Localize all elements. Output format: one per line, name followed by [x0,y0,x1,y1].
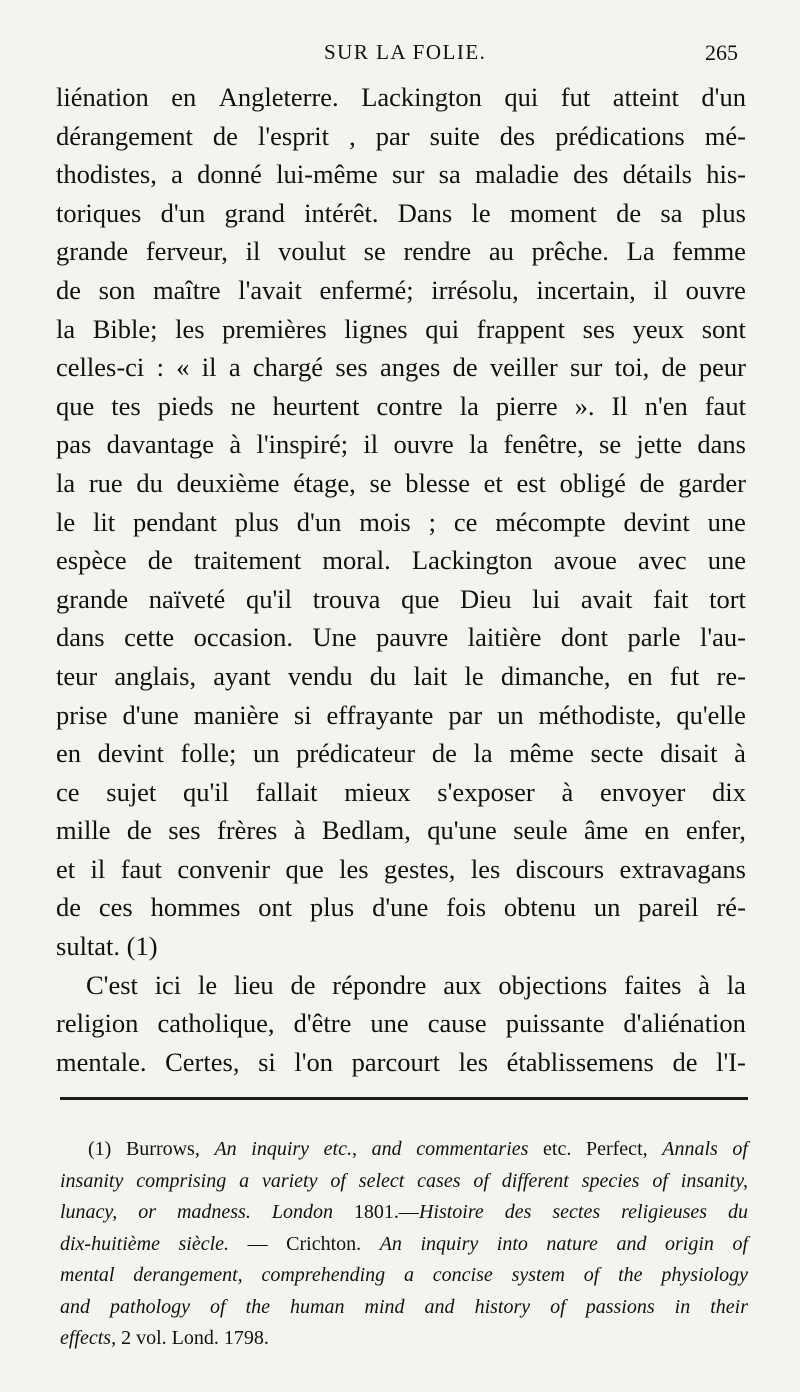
body-line: toriques d'un grand intérêt. Dans le moment de sa plus [56,197,746,228]
body-line: espèce de traitement moral. Lackington avoue avec une [56,545,746,576]
footnote-text-run: lunacy, or madness. London [60,1201,333,1223]
body-line: C'est ici le lieu de répondre aux objections faites à la [86,969,746,1000]
page-header [56,40,744,74]
footnote-line [60,1229,748,1261]
page-number: 265 [705,40,738,65]
body-line: et il faut convenir que les gestes, les discours extravagans [56,853,746,884]
body-line: liénation en Angleterre. Lackington qui fut atteint d'un [56,82,746,112]
body-line: celles-ci : « il a chargé ses anges de veiller sur toi, de peur [56,352,746,383]
footnote-text-run: 2 vol. Lond. 1798. [116,1327,269,1349]
body-line: teur anglais, ayant vendu du lait le dimanche, en fut re- [56,660,746,691]
body-line: prise d'une manière si effrayante par un méthodiste, qu'elle [56,699,746,730]
footnote-text-run: 1801.— [332,1201,419,1223]
body-line: thodistes, a donné lui-même sur sa maladie des détails his- [56,159,746,190]
body-line: grande naïveté qu'il trouva que Dieu lui avait fait tort [56,583,746,614]
body-line: mentale. Certes, si l'on parcourt les établissemens de l'I- [56,1046,746,1077]
body-line: ce sujet qu'il fallait mieux s'exposer à envoyer dix [56,776,746,807]
body-line: grande ferveur, il voulut se rendre au prêche. La femme [56,236,746,267]
footnote-text-run: and pathology of the human mind and history of passions in their [60,1295,748,1318]
body-line: en devint folle; un prédicateur de la même secte disait à [56,738,746,769]
footnote-text-run: Annals of [662,1138,748,1160]
footnote-line [60,1323,748,1355]
footnote-text-run: insanity comprising a variety of select cases of different species of insanity, [60,1169,748,1192]
body-line: la Bible; les premières lignes qui frappent ses yeux sont [56,313,746,344]
body-line: que tes pieds ne heurtent contre la pierre ». Il n'en faut [56,390,746,421]
footnote-line [60,1166,748,1198]
footnote-text-run: dix-huitième siècle. [60,1232,230,1255]
footnote-separator-rule [60,1097,748,1100]
body-line: la rue du deuxième étage, se blesse et est obligé de garder [56,467,746,498]
body-line: de son maître l'avait enfermé; irrésolu, incertain, il ouvre [56,274,746,305]
footnote-text-run: Histoire des sectes religieuses du [418,1201,749,1223]
body-line: de ces hommes ont plus d'une fois obtenu un pareil ré- [56,892,746,923]
footnote-line [60,1260,748,1292]
body-line: sultat. (1) [56,931,158,962]
footnote-text-run: mental derangement, comprehending a concise system of the physiology [60,1264,748,1286]
footnote-line [60,1134,748,1166]
body-line: le lit pendant plus d'un mois ; ce mécompte devint une [56,506,746,537]
body-line: religion catholique, d'être une cause puissante d'aliénation [56,1008,746,1039]
footnote-line [60,1292,748,1324]
body-line: dérangement de l'esprit , par suite des prédications mé- [56,120,746,151]
body-line: mille de ses frères à Bedlam, qu'une seule âme en enfer, [56,815,746,846]
body-line: dans cette occasion. Une pauvre laitière dont parle l'au- [56,622,746,653]
body-line: pas davantage à l'inspiré; il ouvre la fenêtre, se jette dans [56,429,746,460]
footnote-text-run: (1) Burrows, [88,1138,215,1160]
footnote-text-run: An inquiry into nature and origin of [379,1232,748,1255]
footnote-text-run: An inquiry etc., and commentaries [214,1138,529,1160]
footnote-text-run: effects, [60,1327,117,1349]
footnote-line [60,1197,748,1229]
body-text [56,78,746,1081]
footnote-text-run: etc. Perfect, [528,1138,663,1160]
footnotes [60,1134,748,1355]
footnote-text-run: — Crichton. [229,1232,380,1255]
running-title: SUR LA FOLIE. [324,40,487,64]
